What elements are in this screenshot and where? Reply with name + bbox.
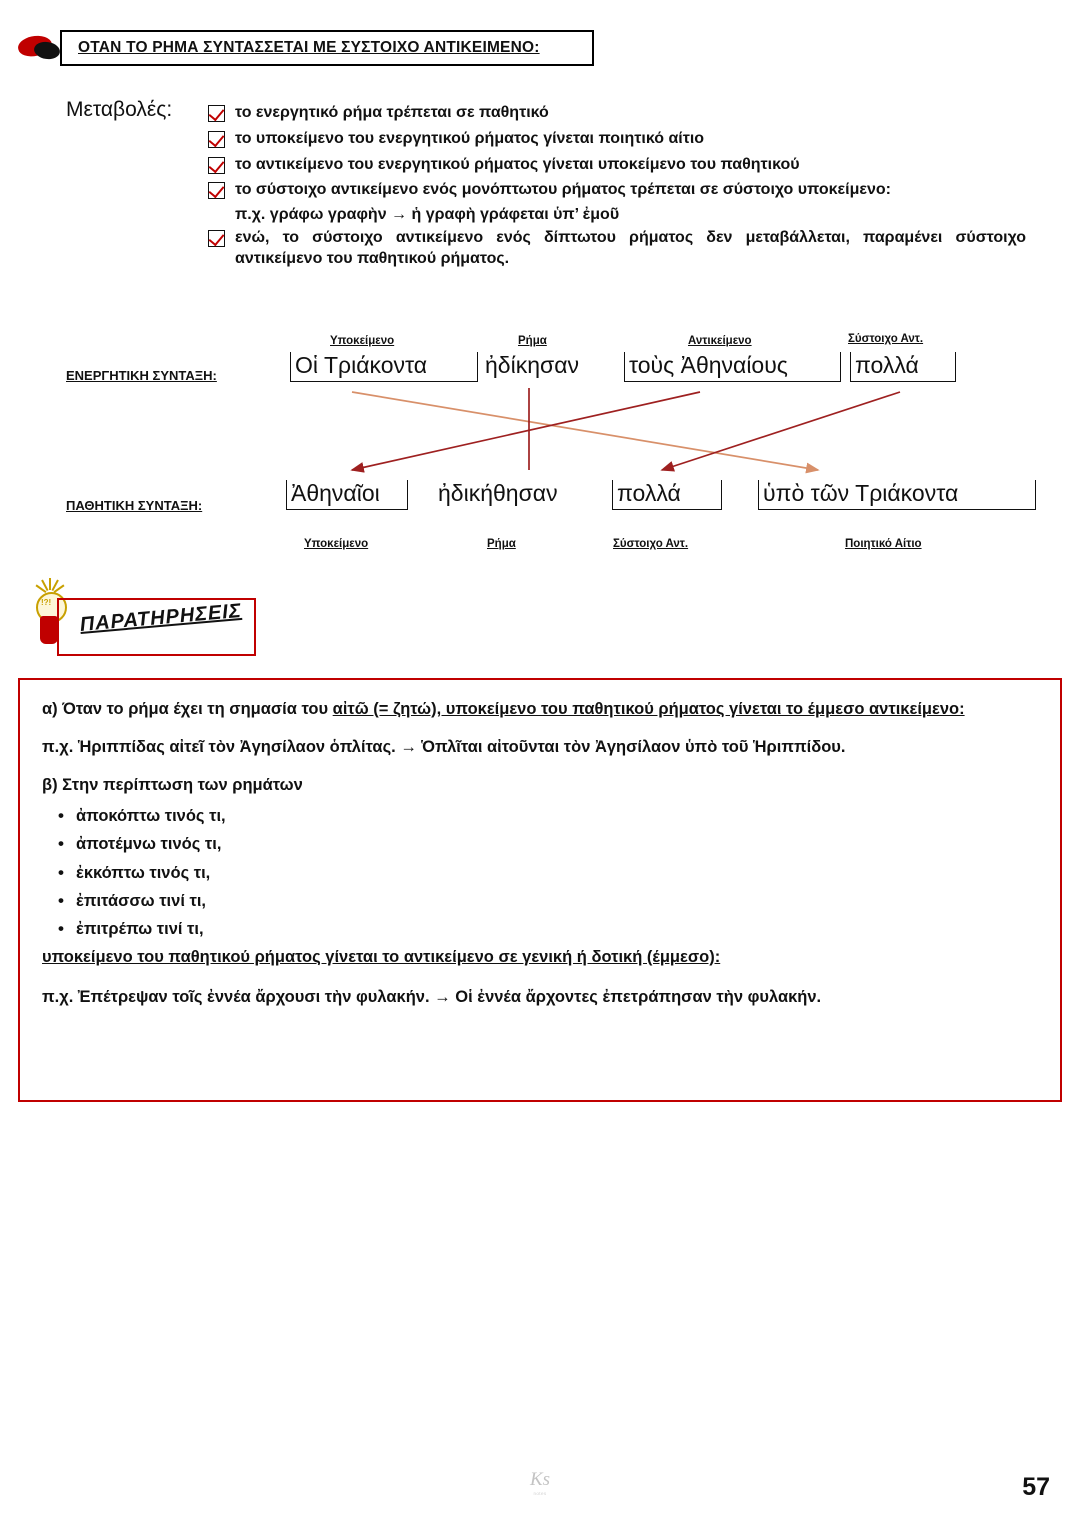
passive-syntax-label: ΠΑΘΗΤΙΚΗ ΣΥΝΤΑΞΗ:	[66, 498, 203, 513]
observation-a-lead: α) Όταν το ρήμα έχει τη σημασία του	[42, 700, 333, 718]
active-term-cognate: πολλά	[850, 352, 956, 382]
list-item-label: το ενεργητικό ρήμα τρέπεται σε παθητικό	[235, 104, 549, 121]
list-item-label: το υποκείμενο του ενεργητικού ρήματος γίνεται ποιητικό αίτιο	[235, 129, 705, 147]
list-item: • ἀποκόπτω τινός τι,	[76, 802, 1038, 830]
passive-term-verb: ἠδικήθησαν	[438, 480, 558, 506]
list-item	[208, 228, 1026, 270]
checkbox-icon	[208, 131, 225, 148]
observation-b-rule: υποκείμενο του παθητικού ρήματος γίνεται το αντικείμενο σε γενική ή δοτική (έμμεσο):	[42, 947, 721, 966]
role-label-object-active: Αντικείμενο	[688, 335, 752, 347]
checkbox-icon	[208, 105, 225, 122]
active-term-object: τοὺς Ἀθηναίους	[624, 352, 841, 382]
list-item: • ἐπιτρέπω τινί τι,	[76, 915, 1038, 943]
checkbox-icon	[208, 182, 225, 199]
role-label-subject-active: Υποκείμενο	[330, 335, 395, 347]
role-label-agent-passive: Ποιητικό Αίτιο	[845, 538, 922, 550]
decorative-ink-blob	[18, 28, 64, 62]
passive-term-cognate: πολλά	[612, 480, 722, 510]
observation-b-example: π.χ. Ἐπέτρεψαν τοῖς ἐννέα ἄρχουσι τὴν φυλακήν. → Οἱ ἐννέα ἄρχοντες ἐπετράπησαν τὴν φυλακήν.	[42, 987, 822, 1006]
passive-term-agent: ὑπὸ τῶν Τριάκοντα	[758, 480, 1036, 510]
observation-b-heading: β) Στην περίπτωση των ρημάτων	[42, 775, 303, 794]
watermark-subtitle: notes	[533, 1491, 547, 1496]
list-item-label: το σύστοιχο αντικείμενο ενός μονόπτωτου ρήματος τρέπεται σε σύστοιχο υποκείμενο:	[235, 181, 891, 199]
page-number: 57	[1022, 1473, 1050, 1501]
active-syntax-label: ΕΝΕΡΓΗΤΙΚΗ ΣΥΝΤΑΞΗ:	[66, 368, 217, 383]
active-term-verb: ἠδίκησαν	[485, 352, 579, 378]
observation-a-rule: αἰτῶ (= ζητώ), υποκείμενο του παθητικού ρήματος γίνεται το έμμεσο αντικείμενο:	[332, 700, 965, 718]
checkbox-icon	[208, 230, 225, 247]
watermark	[510, 1469, 570, 1496]
list-item	[208, 129, 1026, 150]
list-item	[208, 103, 1026, 124]
changes-label: Μεταβολές:	[66, 98, 173, 121]
observation-a-example: π.χ. Ἡριππίδας αἰτεῖ τὸν Ἀγησίλαον ὁπλίτας. → Ὁπλῖται αἰτοῦνται τὸν Ἀγησίλαον ὑπὸ τοῦ Ἡριππίδου.	[42, 737, 846, 756]
role-label-verb-passive: Ρήμα	[487, 538, 516, 550]
list-item-label: ενώ, το σύστοιχο αντικείμενο ενός δίπτωτου ρήματος δεν μεταβάλλεται, παραμένει σύστοιχο αντικείμενο του παθητικού ρήματος.	[235, 229, 1026, 267]
list-item: • ἐπιτάσσω τινί τι,	[76, 887, 1038, 915]
list-item	[208, 155, 1026, 176]
checkbox-icon	[208, 157, 225, 174]
observations-note-box	[18, 678, 1062, 1102]
active-term-subject: Οἱ Τριάκοντα	[290, 352, 478, 382]
list-item-label: το αντικείμενο του ενεργητικού ρήματος γίνεται υποκείμενο του παθητικού	[235, 155, 800, 173]
list-item: • ἐκκόπτω τινός τι,	[76, 859, 1038, 887]
list-item	[208, 180, 1026, 201]
changes-list	[208, 103, 1026, 275]
role-label-subject-passive: Υποκείμενο	[304, 538, 369, 550]
passive-term-subject: Ἀθηναῖοι	[286, 480, 408, 510]
role-label-verb-active: Ρήμα	[518, 335, 547, 347]
section-title-box	[60, 30, 594, 66]
page-title: ΟΤΑΝ ΤΟ ΡΗΜΑ ΣΥΝΤΑΣΣΕΤΑΙ ΜΕ ΣΥΣΤΟΙΧΟ ΑΝΤΙΚΕΙΜΕΝΟ:	[78, 39, 540, 56]
observations-heading: ΠΑΡΑΤΗΡΗΣΕΙΣ	[78, 599, 243, 636]
role-label-cognate-passive: Σύστοιχο Αντ.	[613, 538, 689, 550]
verb-list	[42, 802, 1038, 944]
example-line: π.χ. γράφω γραφὴν → ἡ γραφὴ γράφεται ὑπ’ ἐμοῦ	[235, 206, 620, 224]
list-item: • ἀποτέμνω τινός τι,	[76, 830, 1038, 858]
watermark-monogram: Ks	[529, 1469, 551, 1490]
syntax-diagram	[0, 330, 1080, 570]
observation-a-paragraph	[42, 698, 1038, 722]
role-label-cognate-active: Σύστοιχο Αντ.	[848, 333, 924, 345]
lightbulb-icon: !?!	[20, 578, 82, 660]
